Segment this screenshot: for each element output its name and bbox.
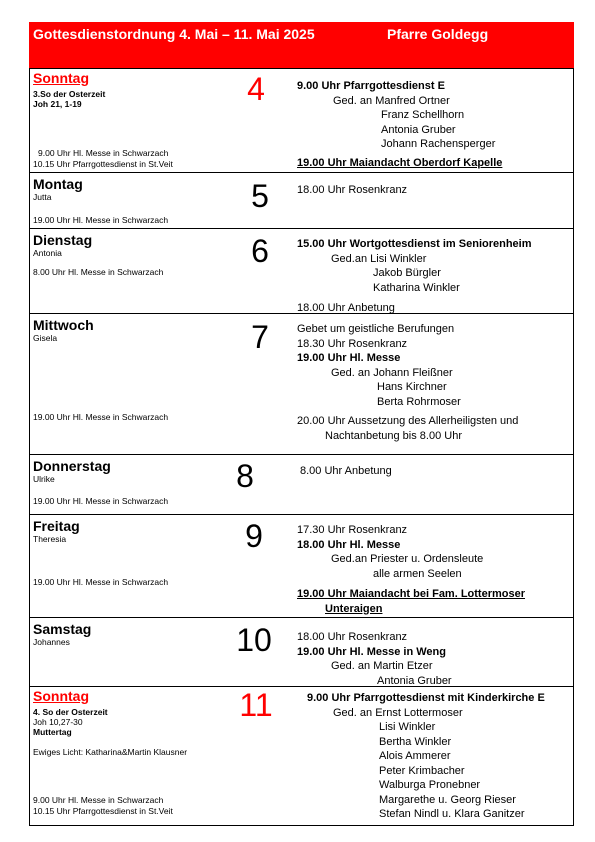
neighbor-service: 9.00 Uhr Hl. Messe in Schwarzach [33,795,164,805]
event-text: 18.00 Uhr Anbetung [297,302,395,314]
event-line [373,266,441,281]
event-text: 19.00 Uhr Hl. Messe in Weng [297,645,446,658]
event-text: Lisi Winkler [379,721,436,733]
event-line [300,464,392,479]
event-text: Ged.an Lisi Winkler [331,252,427,265]
day-name: Montag [33,176,83,192]
event-text: 20.00 Uhr Aussetzung des Allerheiligsten und [297,415,519,427]
event-text: Johann Rachensperger [381,138,496,150]
event-line [297,183,407,198]
event-line [297,351,400,366]
event-text: Nachtanbetung bis 8.00 Uhr [325,429,462,442]
event-line [373,281,460,296]
day-row-montag [30,172,573,228]
day-number: 11 [239,687,273,723]
day-name: Samstag [33,621,92,637]
saint-name: Ulrike [33,474,55,484]
day-name: Sonntag [33,70,89,86]
event-line [377,380,447,395]
page-title: Gottesdienstordnung 4. Mai – 11. Mai 2025 [33,26,315,42]
neighbor-service: 10.15 Uhr Pfarrgottesdienst in St.Veit [33,806,173,816]
schedule-table [29,68,574,826]
neighbor-service: 19.00 Uhr Hl. Messe in Schwarzach [33,577,169,587]
neighbor-service: 9.00 Uhr Hl. Messe in Schwarzach [38,148,169,158]
event-text: Unteraigen [325,602,383,615]
event-text: Ged. an Manfred Ortner [333,94,450,107]
day-name: Freitag [33,518,80,534]
event-text: Peter Krimbacher [379,764,465,777]
saint-name: Theresia [33,534,67,544]
bible-reading: Joh 21, 1-19 [33,99,82,109]
day-number: 5 [251,178,269,214]
day-name: Donnerstag [33,458,111,474]
event-text: Bertha Winkler [379,735,452,748]
saint-name: Johannes [33,637,70,647]
event-text: 19.00 Uhr Hl. Messe [297,352,401,364]
day-row-freitag [30,514,573,617]
event-text: 8.00 Uhr Anbetung [300,465,392,477]
event-line [297,237,532,252]
day-row-mittwoch [30,313,573,454]
event-text: Ged.an Priester u. Ordensleute [331,553,484,565]
event-line [297,79,445,94]
day-name: Sonntag [33,688,89,704]
event-text: Katharina Winkler [373,281,460,294]
event-line [297,538,400,553]
day-row-dienstag [30,228,573,313]
event-line [379,720,435,735]
event-line [377,395,461,410]
event-text: Hans Kirchner [377,381,447,393]
event-text: Alois Ammerer [379,750,451,762]
event-text: 9.00 Uhr Pfarrgottesdienst E [297,80,445,92]
event-text: Gebet um geistliche Berufungen [297,323,455,335]
day-row-sonntag [30,686,573,827]
event-line [297,602,382,617]
event-line [381,137,495,152]
day-number: 10 [236,622,272,658]
event-text: 18.00 Uhr Hl. Messe [297,538,401,551]
liturgical-day: 3.So der Osterzeit [33,89,106,99]
event-line [379,735,451,750]
event-text: Berta Rohrmoser [377,395,461,408]
day-number: 8 [236,458,254,494]
event-text: Jakob Bürgler [373,267,441,279]
day-row-donnerstag [30,454,573,514]
event-line [381,108,464,123]
saint-name: Antonia [33,248,62,258]
event-line [379,764,465,779]
event-line [297,414,518,429]
day-row-samstag [30,617,573,686]
event-text: Stefan Nindl u. Klara Ganitzer [379,808,525,820]
event-line [331,659,433,674]
event-line [333,94,450,109]
event-line [331,552,483,567]
event-line [379,778,480,793]
neighbor-service: 8.00 Uhr Hl. Messe in Schwarzach [33,267,164,277]
event-line [381,123,456,138]
event-text: 18.00 Uhr Rosenkranz [297,184,408,196]
day-number: 7 [251,319,269,355]
liturgical-day: 4. So der Osterzeit [33,707,108,717]
header-bar [29,22,574,68]
event-text: 18.30 Uhr Rosenkranz [297,337,408,350]
event-line [297,523,407,538]
event-line [297,337,407,352]
event-text: Walburga Pronebner [379,779,481,791]
day-number: 4 [247,71,265,107]
event-text: Margarethe u. Georg Rieser [379,793,516,806]
day-number: 9 [245,518,263,554]
saint-name: Gisela [33,333,58,343]
eternal-light-note: Ewiges Licht: Katharina&Martin Klausner [33,747,188,757]
event-text: 18.00 Uhr Rosenkranz [297,631,408,643]
event-line [333,706,463,721]
neighbor-service: 19.00 Uhr Hl. Messe in Schwarzach [33,496,169,506]
event-line [297,630,407,645]
event-text: 9.00 Uhr Pfarrgottesdienst mit Kinderkirche E [307,692,545,704]
event-text: Ged. an Ernst Lottermoser [333,706,463,719]
event-text: Franz Schellhorn [381,109,465,121]
event-line [297,645,446,660]
event-text: alle armen Seelen [373,567,462,580]
event-line [331,366,453,381]
day-number: 6 [251,233,269,269]
bible-reading: Joh 10,27-30 [33,717,83,727]
event-text: Antonia Gruber [381,123,456,136]
event-text: 15.00 Uhr Wortgottesdienst im Seniorenheim [297,238,532,250]
event-line [297,156,502,171]
day-name: Dienstag [33,232,93,248]
event-text: 17.30 Uhr Rosenkranz [297,524,408,536]
event-line [297,322,454,337]
feast-label: Muttertag [33,727,72,737]
event-line [297,587,525,602]
event-line [373,567,462,582]
event-line [379,793,516,808]
neighbor-service: 19.00 Uhr Hl. Messe in Schwarzach [33,215,169,225]
day-row-sonntag [30,69,573,172]
neighbor-service: 10.15 Uhr Pfarrgottesdienst in St.Veit [33,159,173,169]
event-text: Antonia Gruber [377,674,452,687]
event-line [331,252,426,267]
event-text: Ged. an Johann Fleißner [331,366,453,379]
neighbor-service: 19.00 Uhr Hl. Messe in Schwarzach [33,412,169,422]
day-name: Mittwoch [33,317,94,333]
event-line [379,807,525,822]
parish-name: Pfarre Goldegg [387,26,489,42]
event-text: 19.00 Uhr Maiandacht bei Fam. Lottermoser [297,588,526,600]
event-line [379,749,451,764]
event-text: Ged. an Martin Etzer [331,660,433,672]
saint-name: Jutta [33,192,52,202]
event-text: 19.00 Uhr Maiandacht Oberdorf Kapelle [297,156,503,169]
event-line [307,691,545,706]
event-line [325,429,462,444]
